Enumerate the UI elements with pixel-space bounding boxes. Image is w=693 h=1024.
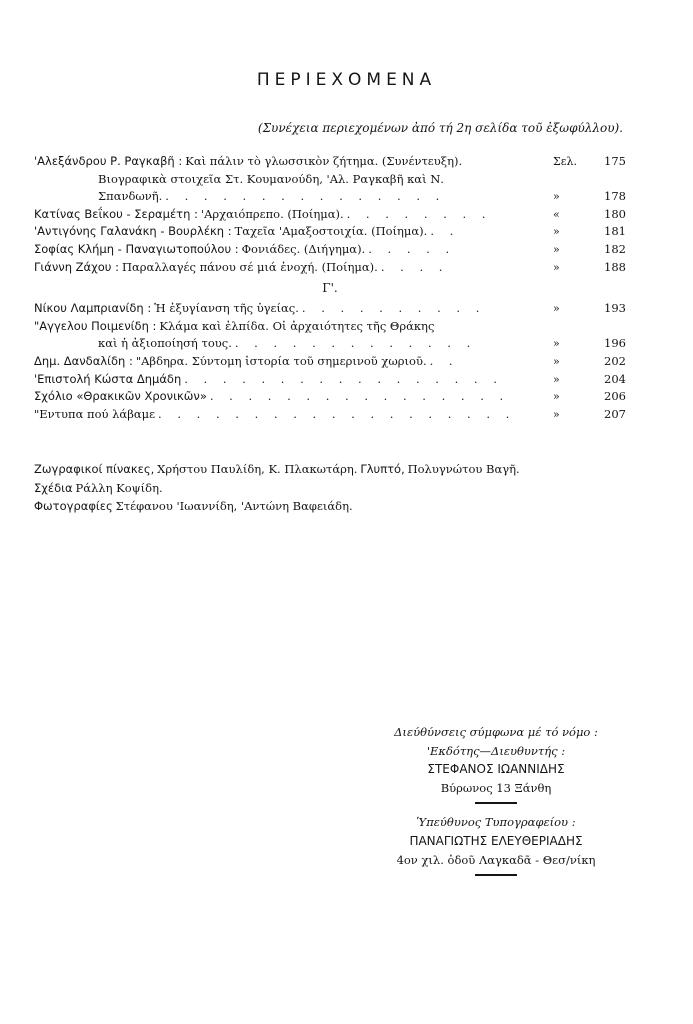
toc-entry <box>34 388 626 406</box>
divider-rule <box>475 802 517 804</box>
credit-label: Σχέδια <box>34 480 73 495</box>
toc-page-mark: » <box>553 190 560 204</box>
toc-page-number: 196 <box>604 336 626 351</box>
toc-page-mark: » <box>553 390 560 404</box>
credit-names: Πολυγνώτου Βαγῆ. <box>407 462 520 476</box>
toc-page-mark: » <box>553 302 560 316</box>
toc-leader: . . <box>429 353 459 368</box>
toc-entry <box>34 188 626 206</box>
toc-author: Νίκου Λαμπριανίδη : <box>34 301 152 316</box>
toc-page-mark: « <box>553 207 560 221</box>
credit-label: Γλυπτό, <box>360 462 405 476</box>
credit-names: Στέφανου 'Ιωαννίδη, 'Αντώνη Βαφειάδη. <box>115 499 353 513</box>
toc-author: 'Επιστολή Κώστα Δημάδη <box>34 371 182 386</box>
toc-entry <box>34 206 626 224</box>
toc-entry <box>34 300 626 318</box>
continuation-note: (Συνέχεια περιεχομένων ἀπό τή 2η σελίδα τοῦ ἐξωφύλλου). <box>257 121 623 135</box>
toc-entry <box>34 153 626 171</box>
credit-line <box>34 479 634 498</box>
credits-block <box>34 460 634 516</box>
toc-page-mark: » <box>553 260 560 274</box>
toc-entry <box>34 406 626 424</box>
toc-page-number: 188 <box>604 259 626 274</box>
toc-entry <box>34 259 626 277</box>
toc-work: καὶ ἡ ἀξιοποίησή τους. <box>98 336 232 351</box>
toc-entry <box>34 371 626 389</box>
toc-leader: . . . . . <box>368 241 456 256</box>
toc-entry <box>34 223 626 241</box>
toc-page-mark: » <box>553 225 560 239</box>
toc-leader: . . . . . . . . . . <box>301 301 486 316</box>
toc-work: Κλάμα καὶ ἐλπίδα. Οἱ ἀρχαιότητες τῆς Θράκης <box>159 318 435 333</box>
printer-address: 4ον χιλ. ὁδοῦ Λαγκαδᾶ - Θεσ/νίκη <box>396 852 596 867</box>
toc-work: "Αβδηρα. Σύντομη ἱστορία τοῦ σημερινοῦ χωριοῦ. <box>135 353 427 368</box>
toc-work: Φονιάδες. (Διήγημα). <box>241 241 366 256</box>
toc-page-number: 180 <box>604 206 626 221</box>
credit-line <box>34 497 634 516</box>
credit-label: Ζωγραφικοί πίνακες, <box>34 462 155 476</box>
publisher-name: ΣΤΕΦΑΝΟΣ ΙΩΑΝΝΙΔΗΣ <box>427 762 565 777</box>
toc-page-mark: » <box>553 354 560 368</box>
toc-entry <box>34 171 626 189</box>
credit-names: Ράλλη Κοψίδη. <box>75 480 163 495</box>
credit-line <box>34 460 634 479</box>
printer-role: Ὑπεύθυνος Τυπογραφείου : <box>416 815 576 830</box>
toc-page-mark: » <box>553 242 560 256</box>
toc-entry <box>34 335 626 353</box>
credit-label: Φωτογραφίες <box>34 499 113 513</box>
toc-page-number: 204 <box>604 371 626 386</box>
toc-author: Σοφίας Κλήμη - Παναγιωτοπούλου : <box>34 241 239 256</box>
toc-work: Σπανδωνῆ. <box>98 189 163 204</box>
toc-author: 'Αντιγόνης Γαλανάκη - Βουρλέκη : <box>34 224 232 239</box>
publisher-role: 'Εκδότης—Διευθυντής : <box>426 743 566 758</box>
toc-leader: . . . . . . . . . . . . . <box>234 336 477 351</box>
toc-page-number: 193 <box>604 301 626 316</box>
toc-work: Βιογραφικὰ στοιχεῖα Στ. Κουμανούδη, 'Αλ. Ραγκαβῆ καὶ Ν. <box>98 171 444 186</box>
toc-leader: . . . . . . . . . . . . . . . . . . . <box>158 406 516 421</box>
divider-rule <box>475 874 517 876</box>
toc-author: 'Αλεξάνδρου Ρ. Ραγκαβῆ : <box>34 154 183 168</box>
toc-work: 'Αρχαιόπρεπο. (Ποίημα). <box>200 206 344 221</box>
printer-name: ΠΑΝΑΓΙΩΤΗΣ ΕΛΕΥΘΕΡΙΑΔΗΣ <box>409 833 583 848</box>
toc-page-number: 178 <box>604 189 626 204</box>
toc-leader: . . . . <box>380 259 449 274</box>
toc-author: Σχόλιο «Θρακικῶν Χρονικῶν» <box>34 389 207 404</box>
toc-page-number: 181 <box>604 224 626 239</box>
toc-leader: . . <box>430 224 460 239</box>
toc-work: "Εντυπα πού λάβαμε <box>34 406 156 421</box>
publisher-address: Βύρωνος 13 Ξάνθη <box>440 780 552 795</box>
toc-work: Καὶ πάλιν τὸ γλωσσικὸν ζήτημα. (Συνέντευξη). <box>185 154 463 168</box>
table-of-contents <box>34 153 626 423</box>
toc-leader: . . . . . . . . . . . . . . . . . <box>184 371 503 386</box>
section-letter: Γ'. <box>322 281 338 296</box>
page-title: ΠΕΡΙΕΧΟΜΕΝΑ <box>256 70 437 90</box>
toc-work: Ἡ ἐξυγίανση τῆς ὑγείας. <box>154 301 299 316</box>
toc-author: "Αγγελου Ποιμενίδη : <box>34 318 157 333</box>
toc-page-mark: » <box>553 372 560 386</box>
toc-leader: . . . . . . . . <box>346 206 492 221</box>
toc-work: Παραλλαγές πάνου σέ μιά ἐνοχή. (Ποίημα). <box>122 259 378 274</box>
toc-page-mark: Σελ. <box>553 155 577 168</box>
toc-leader: . . . . . . . . . . . . . . . . <box>209 389 510 404</box>
toc-page-mark: » <box>553 407 560 421</box>
credit-names: Χρήστου Παυλίδη, Κ. Πλακωτάρη. <box>157 462 358 476</box>
toc-entry <box>34 241 626 259</box>
toc-entry <box>34 318 626 336</box>
legal-addresses <box>380 723 612 876</box>
toc-page-number: 206 <box>604 389 626 404</box>
toc-page-number: 175 <box>604 154 626 168</box>
toc-work: Ταχεῖα 'Αμαξοστοιχία. (Ποίημα). <box>234 224 428 239</box>
toc-page-number: 202 <box>604 353 626 368</box>
toc-leader: . . . . . . . . . . . . . . . <box>165 189 446 204</box>
toc-author: Δημ. Δανδαλίδη : <box>34 353 133 368</box>
address-intro: Διεύθύνσεις σύμφωνα μέ τό νόμο : <box>394 725 598 739</box>
toc-page-number: 207 <box>604 406 626 421</box>
toc-entry <box>34 353 626 371</box>
toc-author: Κατίνας Βεΐκου - Σεραμέτη : <box>34 206 198 221</box>
toc-page-mark: » <box>553 337 560 351</box>
toc-page-number: 182 <box>604 241 626 256</box>
toc-author: Γιάννη Ζάχου : <box>34 259 119 274</box>
